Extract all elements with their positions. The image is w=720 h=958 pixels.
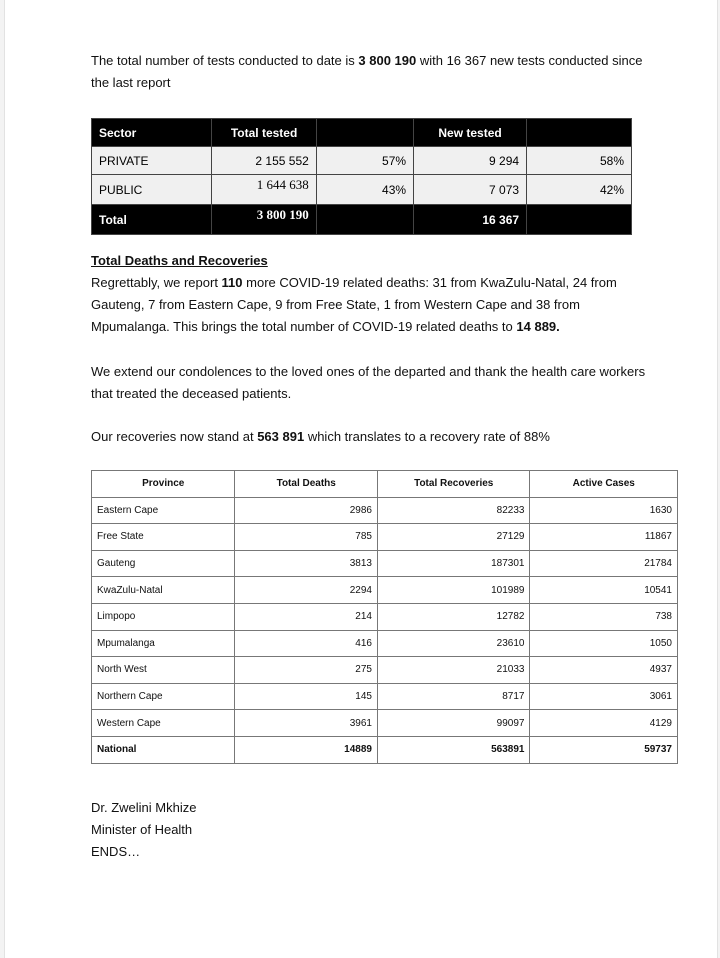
signatory-title: Minister of Health — [91, 822, 193, 837]
active-cell: 21784 — [530, 550, 678, 577]
deaths-cell: 3961 — [235, 710, 377, 737]
total-empty — [316, 205, 413, 235]
province-cell: National — [92, 736, 235, 763]
province-row — [92, 683, 678, 710]
new-pct-cell: 42% — [527, 175, 632, 205]
recoveries-cell: 21033 — [377, 657, 530, 684]
recoveries-paragraph — [91, 426, 651, 448]
province-cell: Eastern Cape — [92, 497, 235, 524]
province-row — [92, 577, 678, 604]
deaths-cell: 785 — [235, 524, 377, 551]
recoveries-text-2: which translates to a recovery rate of 88% — [304, 429, 550, 444]
condolences-paragraph: We extend our condolences to the loved ones of the departed and thank the health care workers that treated the deceased patients. — [91, 364, 646, 401]
tests-table-header-row — [92, 119, 632, 147]
intro-text-1: The total number of tests conducted to date is — [91, 53, 359, 68]
header-new-pct — [527, 119, 632, 147]
total-tested-sum: 3 800 190 — [212, 205, 316, 235]
active-cell: 11867 — [530, 524, 678, 551]
recoveries-text-1: Our recoveries now stand at — [91, 429, 258, 444]
active-cell: 10541 — [530, 577, 678, 604]
province-cell: Mpumalanga — [92, 630, 235, 657]
recoveries-value: 563 891 — [257, 429, 305, 444]
active-cell: 1050 — [530, 630, 678, 657]
province-cell: Gauteng — [92, 550, 235, 577]
active-cell: 3061 — [530, 683, 678, 710]
recoveries-cell: 187301 — [377, 550, 530, 577]
deaths-cell: 416 — [235, 630, 377, 657]
tests-table-row — [92, 175, 632, 205]
recoveries-cell: 8717 — [377, 683, 530, 710]
signature-block — [91, 797, 651, 863]
national-row — [92, 736, 678, 763]
total-deaths-value: 14 889. — [516, 319, 560, 334]
province-cell: Free State — [92, 524, 235, 551]
recoveries-cell: 12782 — [377, 603, 530, 630]
signatory-name: Dr. Zwelini Mkhize — [91, 800, 197, 815]
recoveries-cell: 23610 — [377, 630, 530, 657]
province-row — [92, 710, 678, 737]
province-cell: North West — [92, 657, 235, 684]
recoveries-cell: 101989 — [377, 577, 530, 604]
header-total-recoveries: Total Recoveries — [377, 471, 530, 498]
total-tested-cell: 1 644 638 — [212, 175, 316, 205]
document-page — [4, 0, 718, 958]
header-active-cases: Active Cases — [530, 471, 678, 498]
recoveries-cell: 563891 — [377, 736, 530, 763]
province-table-header — [92, 471, 678, 498]
intro-text-2: with 16 367 new tests conducted since the last report — [91, 53, 643, 90]
province-cell: Northern Cape — [92, 683, 235, 710]
intro-paragraph — [91, 50, 651, 94]
province-table-body — [92, 497, 678, 736]
new-deaths-value: 110 — [221, 275, 243, 290]
header-province: Province — [92, 471, 235, 498]
province-table — [91, 470, 678, 764]
total-label: Total — [92, 205, 212, 235]
active-cell: 738 — [530, 603, 678, 630]
header-sector: Sector — [92, 119, 212, 147]
tests-table-total-row — [92, 205, 632, 235]
header-total-tested: Total tested — [212, 119, 316, 147]
total-pct-cell: 57% — [316, 147, 413, 175]
province-cell: Limpopo — [92, 603, 235, 630]
sector-cell: PRIVATE — [92, 147, 212, 175]
recoveries-cell: 27129 — [377, 524, 530, 551]
new-tested-sum: 16 367 — [414, 205, 527, 235]
deaths-cell: 275 — [235, 657, 377, 684]
deaths-cell: 3813 — [235, 550, 377, 577]
total-pct-cell: 43% — [316, 175, 413, 205]
new-empty — [527, 205, 632, 235]
deaths-cell: 214 — [235, 603, 377, 630]
province-row — [92, 497, 678, 524]
active-cell: 4129 — [530, 710, 678, 737]
deaths-cell: 2294 — [235, 577, 377, 604]
deaths-cell: 14889 — [235, 736, 377, 763]
deaths-cell: 145 — [235, 683, 377, 710]
total-tested-cell: 2 155 552 — [212, 147, 316, 175]
new-pct-cell: 58% — [527, 147, 632, 175]
header-total-deaths: Total Deaths — [235, 471, 377, 498]
active-cell: 1630 — [530, 497, 678, 524]
tests-table — [91, 118, 632, 235]
tests-table-row — [92, 147, 632, 175]
deaths-text-1: Regrettably, we report — [91, 275, 222, 290]
total-tests-value: 3 800 190 — [358, 53, 417, 68]
province-row — [92, 550, 678, 577]
deaths-text-2: more COVID-19 related deaths: 31 from KwaZulu-Natal, 24 from Gauteng, 7 from Eastern Cape, 9 from Free State, 1 from Western Cape and 38 from Mpumalanga. This brings the total number of COVID-19 related deaths to — [91, 275, 617, 334]
ends-marker: ENDS… — [91, 844, 141, 859]
deaths-heading: Total Deaths and Recoveries — [91, 253, 268, 268]
recoveries-cell: 99097 — [377, 710, 530, 737]
new-tested-cell: 7 073 — [414, 175, 527, 205]
header-new-tested: New tested — [414, 119, 527, 147]
province-row — [92, 657, 678, 684]
active-cell: 59737 — [530, 736, 678, 763]
deaths-paragraph — [91, 250, 651, 338]
province-row — [92, 524, 678, 551]
new-tested-cell: 9 294 — [414, 147, 527, 175]
deaths-cell: 2986 — [235, 497, 377, 524]
header-total-pct — [316, 119, 413, 147]
recoveries-cell: 82233 — [377, 497, 530, 524]
province-cell: Western Cape — [92, 710, 235, 737]
province-row — [92, 630, 678, 657]
province-cell: KwaZulu-Natal — [92, 577, 235, 604]
province-row — [92, 603, 678, 630]
sector-cell: PUBLIC — [92, 175, 212, 205]
active-cell: 4937 — [530, 657, 678, 684]
